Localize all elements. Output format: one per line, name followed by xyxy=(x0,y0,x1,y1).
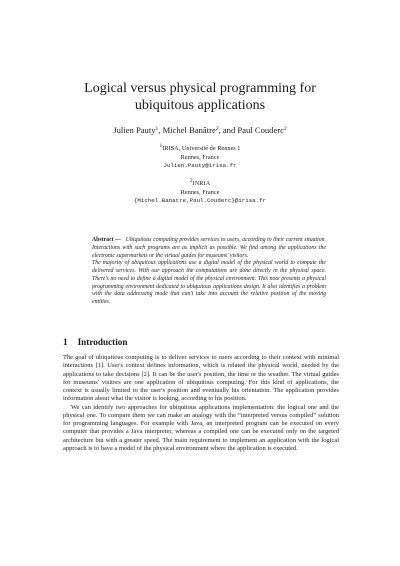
section-number: 1 xyxy=(63,337,68,347)
title-line-2: ubiquitous applications xyxy=(134,98,266,113)
affiliation-name: INRIA xyxy=(192,180,211,187)
abstract-paragraph: The majority of ubiquitous applications use a digital model of the physical world to compute the delivered services. With our approach the computations are done directly in the physical space. There's no need to define a digital model of the physical environment. This note presents a physical programming environment dedicated to ubiquitous applications design. It also identifies a problem with the data addressing mode that can't take into account the relative position of the moving entities. xyxy=(92,260,326,305)
author-name: Michel Banâtre xyxy=(162,125,216,135)
author-separator: , and xyxy=(218,125,238,135)
affiliation-name: IRISA, Université de Rennes 1 xyxy=(162,145,241,152)
author-affiliation-mark: 2 xyxy=(215,126,219,132)
author-name: Julien Pauty xyxy=(113,125,156,135)
section-body xyxy=(63,354,339,453)
author-affiliation-mark: 1 xyxy=(155,126,159,132)
author-affiliation-mark: 2 xyxy=(283,126,287,132)
affiliation-mark: 2 xyxy=(189,178,193,184)
affiliation-location: Rennes, France xyxy=(180,153,220,161)
affiliation-email: {Michel.Banatre,Paul.Couderc}@irisa.fr xyxy=(133,197,267,204)
paper-title xyxy=(0,80,400,114)
body-paragraph: We can identify two approaches for ubiquitous applications implementation: the logical one and the physical one. To compare them we can make an analogy with the “interpreted versus compiled” solution for programming languages. For example with Java, an interpreted program can be executed on every computer that provides a Java interpreter, whereas a compiled one can be executed only on the targeted architecture but with a greater speed. The main requirement to implement an application with the logical approach is to have a model of the physical environment where the application is executed. xyxy=(63,403,339,452)
author-separator: , xyxy=(158,125,163,135)
section-heading xyxy=(63,337,127,348)
author-name: Paul Couderc xyxy=(237,125,284,135)
section-title: Introduction xyxy=(77,337,128,347)
affiliation-1 xyxy=(0,145,400,171)
body-paragraph: The goal of ubiquitous computing is to deliver services to users according to their context with minimal interactions [1]. User's context defines information, which is related the physical world, needed by the applications to take decisions [2]. It can be the user's position, the time or the weather. The virtual guides for museums' visitors are one application of ubiquitous computing. For this kind of applications, the context is usually limited to the user's position and eventually his orientation. The application provides information about what the visitor is looking, according to his position. xyxy=(63,354,339,403)
title-line-1: Logical versus physical programming for xyxy=(84,81,316,96)
abstract xyxy=(92,237,326,307)
abstract-text: Ubiquitous computing provides services to users, according to their current situation. Interactions with such programs are as implicit as possible. We find among the applications the electronic supermarkets or the virtual guides for museums' visitors. xyxy=(92,237,326,259)
affiliation-email: Julien.Pauty@irisa.fr xyxy=(163,162,237,169)
author-list xyxy=(0,125,400,136)
affiliation-2 xyxy=(0,180,400,206)
abstract-label: Abstract — xyxy=(92,237,121,243)
abstract-paragraph xyxy=(92,237,326,260)
affiliation-location: Rennes, France xyxy=(180,188,220,196)
affiliation-mark: 1 xyxy=(159,143,163,149)
